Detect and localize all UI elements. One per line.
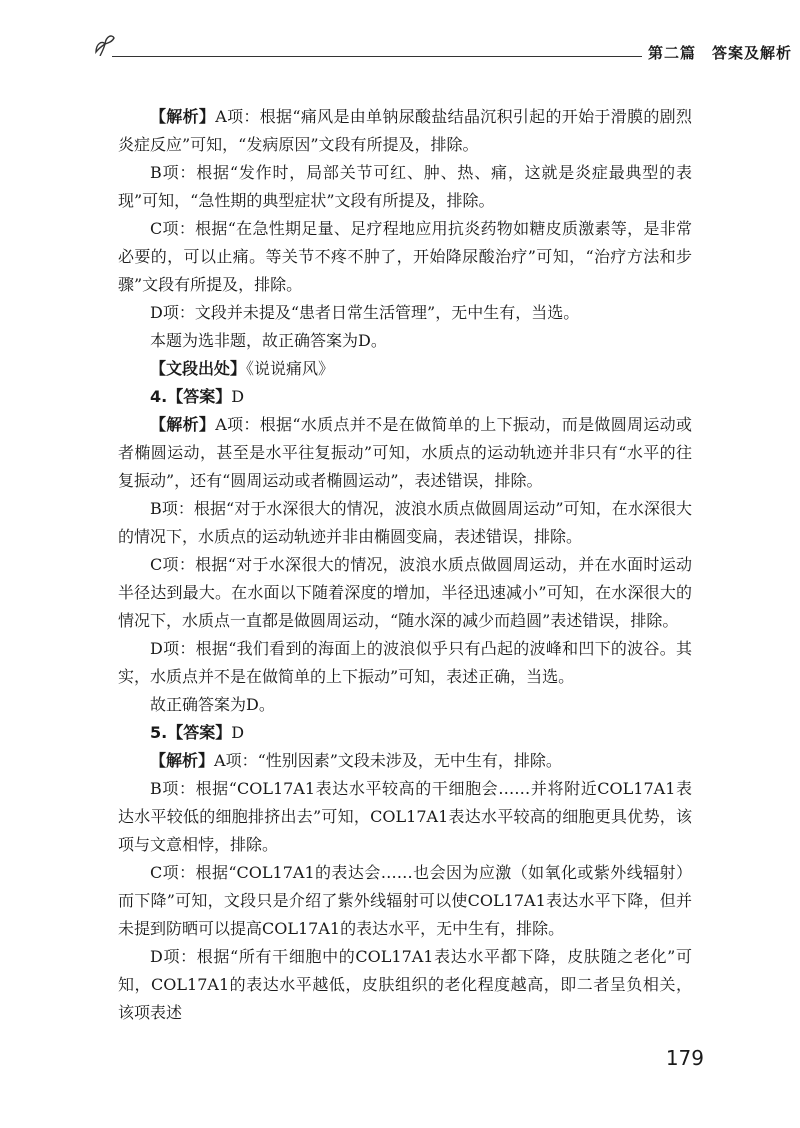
paragraph-text: 《说说痛风》 [246, 359, 335, 378]
paragraph-text: D项：根据“所有干细胞中的COL17A1表达水平都下降，皮肤随之老化”可知，COL17A1的表达水平越低，皮肤组织的老化程度越高，即二者呈负相关，该项表述 [118, 947, 692, 1022]
paragraph-text: D [231, 387, 245, 406]
paragraph [118, 215, 692, 299]
paragraph-tag: 【文段出处】 [150, 359, 247, 378]
paragraph [118, 411, 692, 495]
paragraph-text: A项：根据“水质点并不是在做简单的上下振动，而是做圆周运动或者椭圆运动，甚至是水平往复振动”可知，水质点的运动轨迹并非只有“水平的往复振动”，还有“圆周运动或者椭圆运动”，表述错误，排除。 [118, 415, 692, 490]
paragraph-tag: 【解析】 [150, 415, 216, 434]
paragraph-text: 本题为选非题，故正确答案为D。 [150, 331, 387, 350]
paragraph [118, 747, 692, 775]
header-rule [112, 56, 642, 57]
paragraph-text: A项：“性别因素”文段未涉及，无中生有，排除。 [214, 751, 562, 770]
paragraph-text: C项：根据“COL17A1的表达会……也会因为应激（如氧化或紫外线辐射）而下降”可知，文段只是介绍了紫外线辐射可以使COL17A1表达水平下降，但并未提到防晒可以提高COL17A1的表达水平，无中生有，排除。 [118, 863, 692, 938]
paragraph-tag: 4.【答案】 [150, 387, 232, 406]
leaf-sprout-icon [92, 30, 118, 56]
paragraph [118, 719, 692, 747]
paragraph [118, 103, 692, 159]
paragraph-text: A项：根据“痛风是由单钠尿酸盐结晶沉积引起的开始于滑膜的剧烈炎症反应”可知，“发病原因”文段有所提及，排除。 [118, 107, 692, 154]
paragraph-tag: 5.【答案】 [150, 723, 232, 742]
paragraph [118, 859, 692, 943]
header-title: 第二篇 答案及解析 [648, 44, 793, 62]
answer-explanations [118, 103, 692, 1027]
paragraph [118, 159, 692, 215]
paragraph [118, 495, 692, 551]
paragraph-text: B项：根据“发作时，局部关节可红、肿、热、痛，这就是炎症最典型的表现”可知，“急性期的典型症状”文段有所提及，排除。 [118, 163, 692, 210]
page-header [92, 30, 793, 66]
paragraph [118, 943, 692, 1027]
paragraph [118, 691, 692, 719]
paragraph [118, 635, 692, 691]
paragraph-text: D项：文段并未提及“患者日常生活管理”，无中生有，当选。 [150, 303, 580, 322]
paragraph-text: C项：根据“对于水深很大的情况，波浪水质点做圆周运动，并在水面时运动半径达到最大。在水面以下随着深度的增加，半径迅速减小”可知，在水深很大的情况下，水质点一直都是做圆周运动，“随水深的减少而趋圆”表述错误，排除。 [118, 555, 692, 630]
paragraph-text: B项：根据“对于水深很大的情况，波浪水质点做圆周运动”可知，在水深很大的情况下，水质点的运动轨迹并非由椭圆变扁，表述错误，排除。 [118, 499, 692, 546]
paragraph [118, 299, 692, 327]
paragraph-text: D项：根据“我们看到的海面上的波浪似乎只有凸起的波峰和凹下的波谷。其实，水质点并不是在做简单的上下振动”可知，表述正确，当选。 [118, 639, 692, 686]
paragraph [118, 383, 692, 411]
paragraph [118, 775, 692, 859]
paragraph-text: D [231, 723, 245, 742]
paragraph-tag: 【解析】 [150, 751, 215, 770]
paragraph-text: 故正确答案为D。 [150, 695, 275, 714]
paragraph [118, 355, 692, 383]
page-number: 179 [665, 1046, 704, 1070]
paragraph-tag: 【解析】 [150, 107, 216, 126]
paragraph [118, 327, 692, 355]
paragraph-text: C项：根据“在急性期足量、足疗程地应用抗炎药物如糖皮质激素等，是非常必要的，可以止痛。等关节不疼不肿了，开始降尿酸治疗”可知，“治疗方法和步骤”文段有所提及，排除。 [118, 219, 692, 294]
paragraph-text: B项：根据“COL17A1表达水平较高的干细胞会……并将附近COL17A1表达水平较低的细胞排挤出去”可知，COL17A1表达水平较高的细胞更具优势，该项与文意相悖，排除。 [118, 779, 692, 854]
paragraph [118, 551, 692, 635]
